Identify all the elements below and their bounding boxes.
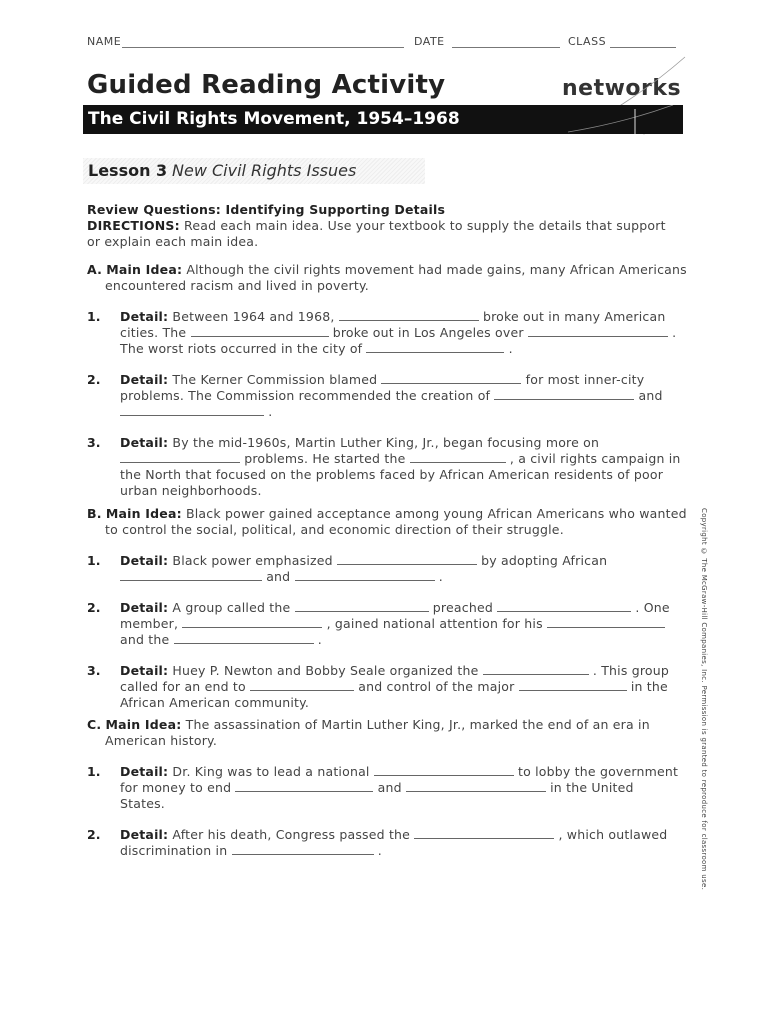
main-idea-text: Although the civil rights movement had made gains, many African Americans (186, 262, 687, 277)
directions-line-2: or explain each main idea. (87, 234, 259, 249)
detail-number: 1. (87, 553, 101, 568)
class-label: CLASS (568, 35, 607, 48)
detail-text: preached (432, 600, 493, 615)
detail-text: . This group (592, 663, 670, 678)
detail-text: broke out in Los Angeles over (332, 325, 524, 340)
detail-text: , gained national attention for his (326, 616, 543, 631)
detail-text: by adopting African (481, 553, 608, 568)
main-idea-c-line-2: American history. (105, 733, 218, 748)
class-field[interactable] (610, 47, 676, 48)
lesson-header (83, 158, 425, 184)
detail-text: . (672, 325, 677, 340)
detail-text: . (377, 843, 382, 858)
detail-b2-line-2 (120, 616, 665, 632)
detail-text: and (266, 569, 291, 584)
detail-label: Detail: (120, 827, 169, 842)
answer-blank[interactable] (410, 451, 506, 463)
detail-a2-line-3 (120, 404, 272, 420)
detail-a1-line-2 (120, 325, 676, 341)
answer-blank[interactable] (120, 451, 240, 463)
main-idea-a (87, 262, 687, 278)
detail-a3-line-4: urban neighborhoods. (120, 483, 262, 498)
answer-blank[interactable] (406, 780, 546, 792)
detail-number: 1. (87, 309, 101, 324)
answer-blank[interactable] (295, 600, 429, 612)
detail-b2-line-3 (120, 632, 322, 648)
detail-text: problems. He started the (244, 451, 406, 466)
detail-a1-line-1 (120, 309, 665, 325)
main-idea-text: Black power gained acceptance among young African Americans who wanted (185, 506, 687, 521)
main-idea-text: The assassination of Martin Luther King, Jr., marked the end of an era in (185, 717, 650, 732)
detail-number: 2. (87, 827, 101, 842)
detail-b3-line-2 (120, 679, 668, 695)
detail-label: Detail: (120, 372, 169, 387)
answer-blank[interactable] (250, 679, 354, 691)
detail-number: 2. (87, 372, 101, 387)
section-letter: A. (87, 262, 103, 277)
detail-a3-line-2 (120, 451, 681, 467)
detail-text: Huey P. Newton and Bobby Seale organized the (172, 663, 479, 678)
detail-a2-line-1 (120, 372, 644, 388)
name-field[interactable] (122, 47, 404, 48)
section-letter: C. (87, 717, 102, 732)
detail-a3-line-3: the North that focused on the problems faced by African American residents of poor (120, 467, 664, 482)
answer-blank[interactable] (366, 341, 504, 353)
detail-label: Detail: (120, 435, 169, 450)
date-label: DATE (414, 35, 445, 48)
review-heading: Review Questions: Identifying Supporting Details (87, 202, 446, 217)
name-label: NAME (87, 35, 122, 48)
detail-a3-line-1 (120, 435, 599, 451)
detail-a1-line-3 (120, 341, 513, 357)
detail-text: . (268, 404, 273, 419)
answer-blank[interactable] (235, 780, 373, 792)
detail-number: 3. (87, 435, 101, 450)
date-field[interactable] (452, 47, 560, 48)
answer-blank[interactable] (120, 404, 264, 416)
detail-text: A group called the (172, 600, 291, 615)
detail-number: 1. (87, 764, 101, 779)
detail-number: 2. (87, 600, 101, 615)
page-title: Guided Reading Activity (87, 70, 446, 100)
answer-blank[interactable] (339, 309, 479, 321)
detail-label: Detail: (120, 309, 169, 324)
answer-blank[interactable] (120, 569, 262, 581)
directions-line-1 (87, 218, 666, 234)
main-idea-c (87, 717, 650, 733)
main-idea-label: Main Idea: (105, 506, 182, 521)
detail-text: . (317, 632, 322, 647)
detail-text: After his death, Congress passed the (172, 827, 411, 842)
detail-text: By the mid-1960s, Martin Luther King, Jr., began focusing more on (172, 435, 600, 450)
banner-swoosh-icon (563, 105, 683, 134)
answer-blank[interactable] (547, 616, 665, 628)
directions-label: DIRECTIONS: (87, 218, 180, 233)
detail-c2-line-1 (120, 827, 667, 843)
detail-text: Black power emphasized (172, 553, 333, 568)
detail-b1-line-1 (120, 553, 607, 569)
detail-b1-line-2 (120, 569, 443, 585)
main-idea-b (87, 506, 687, 522)
answer-blank[interactable] (381, 372, 521, 384)
brand-logo: networks (562, 76, 682, 101)
detail-text: , a civil rights campaign in (509, 451, 681, 466)
main-idea-label: Main Idea: (105, 717, 182, 732)
answer-blank[interactable] (528, 325, 668, 337)
detail-text: and control of the major (358, 679, 515, 694)
answer-blank[interactable] (494, 388, 634, 400)
detail-c1-line-2 (120, 780, 634, 796)
detail-text: . (508, 341, 513, 356)
detail-text: , which outlawed (558, 827, 668, 842)
detail-text: The Kerner Commission blamed (172, 372, 378, 387)
detail-text: discrimination in (120, 843, 228, 858)
detail-label: Detail: (120, 764, 169, 779)
detail-text: to lobby the government (517, 764, 679, 779)
detail-b3-line-3: African American community. (120, 695, 310, 710)
detail-text: for money to end (120, 780, 232, 795)
lesson-number: Lesson 3 (88, 161, 168, 180)
answer-blank[interactable] (374, 764, 514, 776)
detail-text: in the (630, 679, 668, 694)
detail-text: Between 1964 and 1968, (172, 309, 335, 324)
detail-text: cities. The (120, 325, 187, 340)
detail-b3-line-1 (120, 663, 669, 679)
section-letter: B. (87, 506, 102, 521)
answer-blank[interactable] (414, 827, 554, 839)
answer-blank[interactable] (483, 663, 589, 675)
main-idea-a-line-2: encountered racism and lived in poverty. (105, 278, 369, 293)
detail-text: and the (120, 632, 170, 647)
detail-c1-line-1 (120, 764, 678, 780)
detail-c2-line-2 (120, 843, 382, 859)
detail-text: problems. The Commission recommended the creation of (120, 388, 491, 403)
detail-label: Detail: (120, 600, 169, 615)
directions-text-1: Read each main idea. Use your textbook to supply the details that support (184, 218, 666, 233)
detail-b2-line-1 (120, 600, 670, 616)
detail-text: Dr. King was to lead a national (172, 764, 370, 779)
answer-blank[interactable] (191, 325, 329, 337)
answer-blank[interactable] (182, 616, 322, 628)
detail-text: . (438, 569, 443, 584)
answer-blank[interactable] (232, 843, 374, 855)
detail-text: and (377, 780, 402, 795)
title-banner (83, 105, 683, 134)
main-idea-label: Main Idea: (106, 262, 183, 277)
detail-label: Detail: (120, 553, 169, 568)
detail-text: for most inner-city (525, 372, 645, 387)
detail-a2-line-2 (120, 388, 663, 404)
detail-c1-line-3: States. (120, 796, 165, 811)
main-idea-b-line-2: to control the social, political, and economic direction of their struggle. (105, 522, 564, 537)
detail-text: broke out in many American (482, 309, 666, 324)
answer-blank[interactable] (337, 553, 477, 565)
detail-text: The worst riots occurred in the city of (120, 341, 363, 356)
detail-text: and (638, 388, 663, 403)
detail-text: member, (120, 616, 179, 631)
answer-blank[interactable] (497, 600, 631, 612)
answer-blank[interactable] (295, 569, 435, 581)
copyright-notice: Copyright © The McGraw-Hill Companies, Inc. Permission is granted to reproduce for classroom use. (700, 508, 708, 891)
answer-blank[interactable] (519, 679, 627, 691)
banner-title: The Civil Rights Movement, 1954–1968 (88, 109, 460, 129)
detail-text: . One (635, 600, 670, 615)
lesson-name: New Civil Rights Issues (172, 161, 357, 180)
answer-blank[interactable] (174, 632, 314, 644)
detail-text: in the United (550, 780, 634, 795)
detail-label: Detail: (120, 663, 169, 678)
detail-text: called for an end to (120, 679, 246, 694)
detail-number: 3. (87, 663, 101, 678)
